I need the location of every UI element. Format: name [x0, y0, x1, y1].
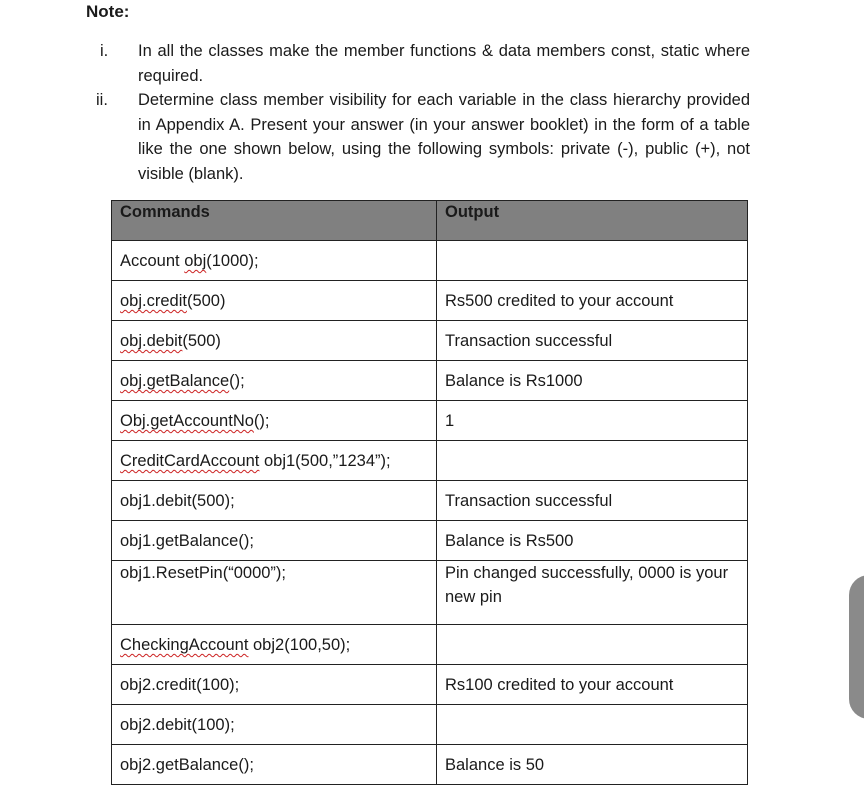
- output-cell: [437, 241, 748, 281]
- output-cell: [437, 705, 748, 745]
- command-cell: [112, 321, 437, 361]
- command-cell: [112, 481, 437, 521]
- command-flagged-word: CheckingAccount: [120, 636, 249, 654]
- command-suffix: obj1.ResetPin(“0000”);: [120, 564, 286, 582]
- note-item-text: In all the classes make the member functions & data members const, static where required.: [138, 42, 750, 85]
- output-cell: Transaction successful: [437, 321, 748, 361]
- command-suffix: obj2.getBalance();: [120, 756, 254, 774]
- output-cell: Transaction successful: [437, 481, 748, 521]
- command-suffix: ();: [253, 412, 270, 430]
- command-flagged-word: obj.credit: [120, 292, 187, 310]
- command-suffix: (500): [182, 332, 221, 350]
- command-cell: [112, 401, 437, 441]
- command-suffix: obj1.getBalance();: [120, 532, 254, 550]
- note-item-text: Determine class member visibility for each variable in the class hierarchy provided in Appendix A. Present your answer (in your answer booklet) in the form of a table like the one shown below, using the following symbols: private (-), public (+), not visible (blank).: [138, 91, 750, 183]
- command-suffix: obj2.credit(100);: [120, 676, 240, 694]
- output-cell: Balance is 50: [437, 745, 748, 785]
- output-cell: Pin changed successfully, 0000 is your new pin: [437, 561, 748, 625]
- table-row: [112, 561, 748, 625]
- note-title: Note:: [86, 2, 130, 21]
- command-cell: [112, 625, 437, 665]
- table-row: [112, 281, 748, 321]
- command-flagged-word: obj: [184, 252, 207, 270]
- command-suffix: obj2(100,50);: [248, 636, 351, 654]
- table-row: [112, 361, 748, 401]
- note-item-1: [86, 39, 750, 88]
- table-row: [112, 745, 748, 785]
- header-commands: Commands: [112, 201, 437, 241]
- table-row: [112, 401, 748, 441]
- command-suffix: (1000);: [206, 252, 259, 270]
- table-header-row: [112, 201, 748, 241]
- command-suffix: obj1.debit(500);: [120, 492, 235, 510]
- command-suffix: obj2.debit(100);: [120, 716, 235, 734]
- output-cell: Balance is Rs500: [437, 521, 748, 561]
- note-list: [86, 39, 750, 186]
- table-row: [112, 625, 748, 665]
- command-cell: [112, 441, 437, 481]
- table-row: [112, 481, 748, 521]
- command-flagged-word: CreditCardAccount: [120, 452, 260, 470]
- table-row: [112, 241, 748, 281]
- note-item-number: ii.: [96, 91, 108, 109]
- command-suffix: obj1(500,”1234”);: [259, 452, 391, 470]
- command-cell: [112, 241, 437, 281]
- commands-output-table: [111, 200, 748, 785]
- command-cell: [112, 665, 437, 705]
- note-item-number: i.: [100, 42, 109, 60]
- header-output: Output: [437, 201, 748, 241]
- command-cell: [112, 561, 437, 625]
- output-cell: Balance is Rs1000: [437, 361, 748, 401]
- command-cell: [112, 521, 437, 561]
- table-row: [112, 521, 748, 561]
- output-cell: Rs100 credited to your account: [437, 665, 748, 705]
- command-flagged-word: obj.getBalance: [120, 372, 230, 390]
- output-cell: 1: [437, 401, 748, 441]
- note-item-2: [86, 88, 750, 186]
- output-cell: Rs500 credited to your account: [437, 281, 748, 321]
- table-row: [112, 441, 748, 481]
- command-suffix: ();: [229, 372, 245, 390]
- command-flagged-word: Obj.getAccountNo: [120, 412, 254, 430]
- command-cell: [112, 745, 437, 785]
- command-cell: [112, 281, 437, 321]
- table-row: [112, 665, 748, 705]
- output-cell: [437, 441, 748, 481]
- table-row: [112, 705, 748, 745]
- command-suffix: (500): [186, 292, 226, 310]
- command-cell: [112, 361, 437, 401]
- output-cell: [437, 625, 748, 665]
- command-flagged-word: obj.debit: [120, 332, 183, 350]
- side-scroll-tab[interactable]: [849, 575, 864, 719]
- command-cell: [112, 705, 437, 745]
- command-prefix: Account: [120, 252, 185, 270]
- table-row: [112, 321, 748, 361]
